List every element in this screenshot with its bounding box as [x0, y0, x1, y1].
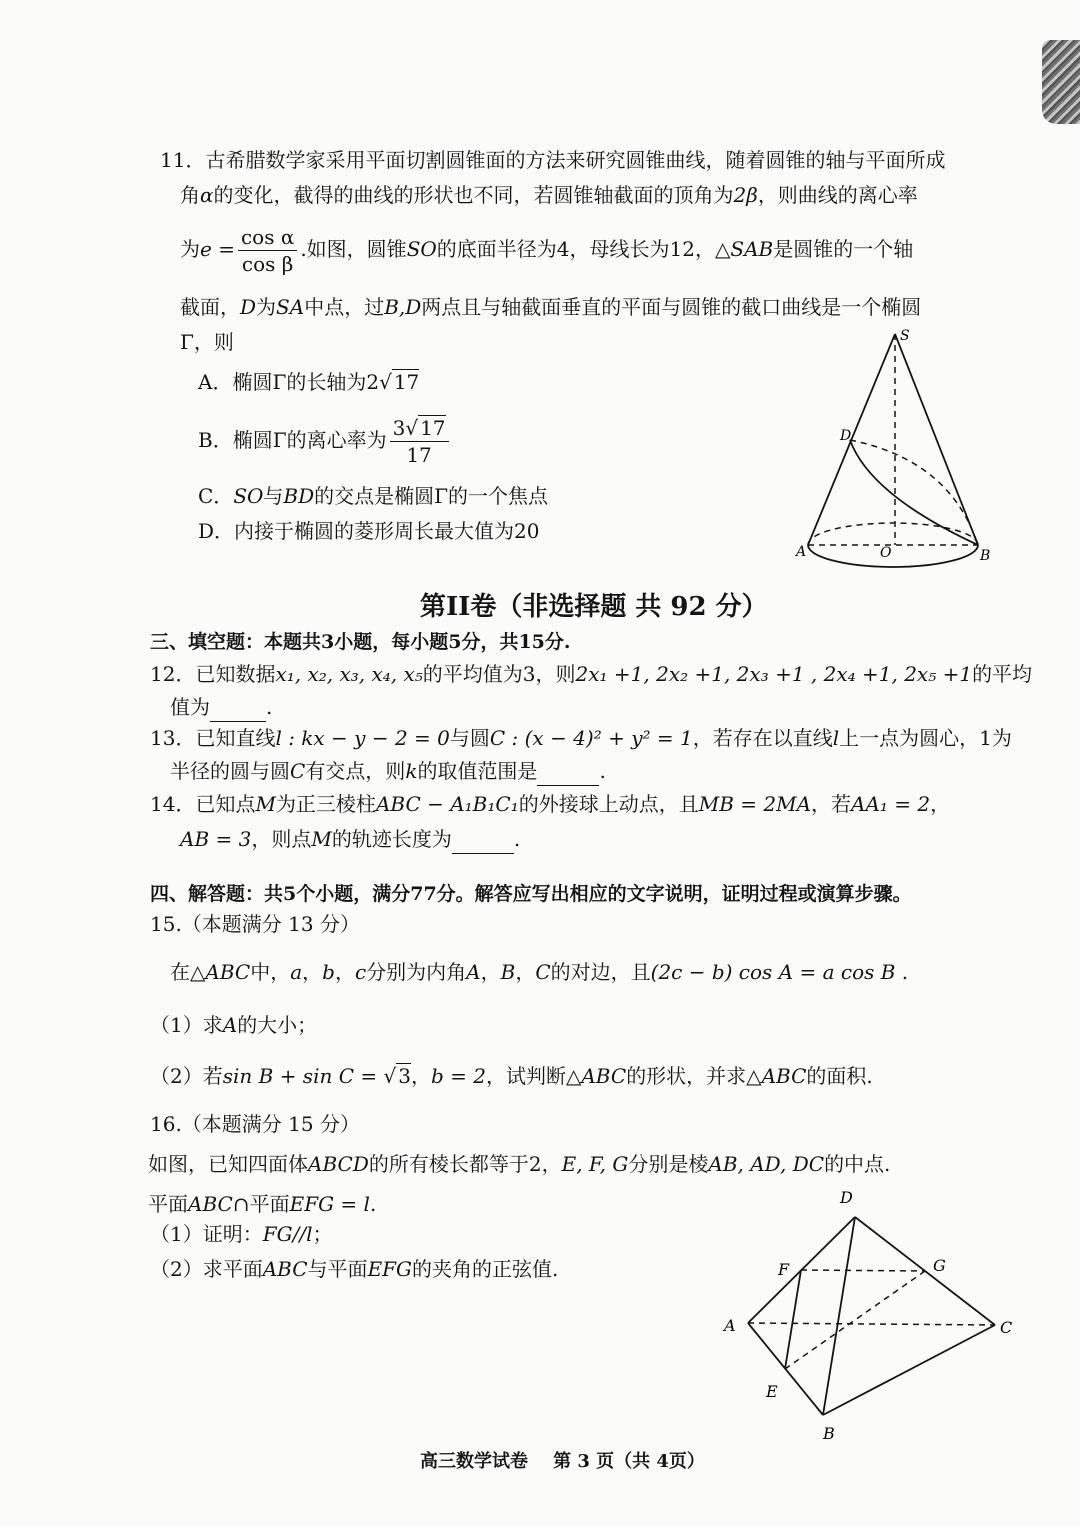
label-f: F [778, 1260, 790, 1279]
label-a: A [796, 544, 807, 560]
label-d: D [840, 428, 852, 444]
q15-part1: （1）求A的大小； [150, 1013, 318, 1037]
label-o: O [880, 545, 892, 561]
q14-line1: 14．已知点M为正三棱柱ABC − A₁B₁C₁的外接球上动点，且MB = 2MA，若AA₁ = 2， [150, 792, 951, 816]
q11-option-c: C．SO与BD的交点是椭圆Γ的一个焦点 [198, 484, 549, 508]
section-4-heading: 四、解答题：共5个小题，满分77分。解答应写出相应的文字说明，证明过程或演算步骤。 [150, 883, 912, 905]
q11-option-b: B．椭圆Γ的离心率为 $\frac{3√ 17}{17}$ [198, 410, 452, 470]
q12-line1: 12．已知数据x₁, x₂, x₃, x₄, x₅的平均值为3，则2x₁ +1, 2x₂ +1, 2x₃ +1 , 2x₄ +1, 2x₅ +1的平均 [150, 662, 1033, 686]
q14-line2: AB = 3，则点M的轨迹长度为 . [180, 825, 520, 854]
q16-part2: （2）求平面ABC与平面EFG的夹角的正弦值. [150, 1257, 559, 1281]
label-e: E [766, 1382, 778, 1401]
section-3-heading: 三、填空题：本题共3小题，每小题5分，共15分. [150, 631, 571, 653]
label-b: B [823, 1424, 835, 1443]
segment-fg [801, 1270, 925, 1271]
cone-generatrix-sb [895, 334, 978, 545]
q11-line4: 截面，D为SA中点，过B,D两点且与轴截面垂直的平面与圆锥的截口曲线是一个椭圆 [180, 295, 922, 319]
ellipse-front [850, 440, 978, 545]
q11-line2: 角α的变化，截得的曲线的形状也不同，若圆锥轴截面的顶角为2β，则曲线的离心率 [180, 183, 918, 207]
label-c: C [1000, 1318, 1013, 1337]
edge-db [823, 1217, 855, 1415]
q16-stem-line1: 如图，已知四面体ABCD的所有棱长都等于2，E, F, G分别是棱AB, AD, DC的中点. [148, 1152, 891, 1176]
segment-ge [785, 1271, 925, 1369]
q11-line1: 11．古希腊数学家采用平面切割圆锥面的方法来研究圆锥曲线，随着圆锥的轴与平面所成 [160, 148, 946, 172]
label-g: G [933, 1256, 946, 1275]
q14-answer-blank[interactable] [452, 825, 514, 854]
cone-figure [790, 320, 1005, 585]
q16-heading: 16.（本题满分 15 分） [150, 1112, 360, 1136]
edge-ac [748, 1323, 995, 1325]
q16-part1: （1）证明：FG//l； [150, 1222, 333, 1246]
q11-option-a: A．椭圆Γ的长轴为2√ 17 [198, 370, 420, 394]
q11-line3: 为e = $\frac{\text{cos α}}{\text{cos β}}$ .如图，圆锥SO的底面半径为4，母线长为12，△SAB是圆锥的一个轴 [180, 225, 914, 276]
tetrahedron-figure [720, 1185, 1025, 1450]
q12-line2: 值为 . [170, 693, 272, 722]
page-footer: 高三数学试卷 第 3 页（共 4页） [420, 1451, 705, 1472]
label-s: S [900, 328, 910, 344]
cone-generatrix-sa [808, 334, 895, 545]
q12-answer-blank[interactable] [210, 693, 266, 722]
q15-part2: （2）若sin B + sin C = √ 3，b = 2，试判断△ABC的形状，并求△ABC的面积. [150, 1064, 873, 1088]
cone-base-back [808, 523, 978, 545]
eccentricity-fraction: $\frac{\text{cos α}}{\text{cos β}}$ [238, 224, 297, 277]
edge-bc [823, 1325, 995, 1415]
q11-option-d: D．内接于椭圆的菱形周长最大值为20 [198, 519, 540, 543]
section-2-title: 第II卷（非选择题 共 92 分） [420, 592, 768, 622]
q13-line2: 半径的圆与圆C有交点，则k的取值范围是 . [170, 757, 606, 786]
label-b: B [980, 548, 991, 564]
ellipse-back [850, 440, 978, 545]
q15-heading: 15.（本题满分 13 分） [150, 912, 360, 936]
q13-line1: 13．已知直线l : kx − y − 2 = 0与圆C : (x − 4)² + y² = 1，若存在以直线l上一点为圆心，1为 [150, 726, 1012, 750]
q13-answer-blank[interactable] [537, 757, 599, 786]
corner-stamp [1042, 40, 1080, 124]
q16-stem-line2: 平面ABC∩平面EFG = l. [148, 1192, 377, 1216]
cone-base-front [808, 545, 978, 567]
q15-stem: 在△ABC中，a，b，c分别为内角A，B，C的对边，且(2c − b) cos A = a cos B . [170, 960, 909, 984]
q11-line5: Γ，则 [180, 330, 234, 354]
label-d: D [840, 1188, 853, 1207]
label-a: A [724, 1316, 736, 1335]
